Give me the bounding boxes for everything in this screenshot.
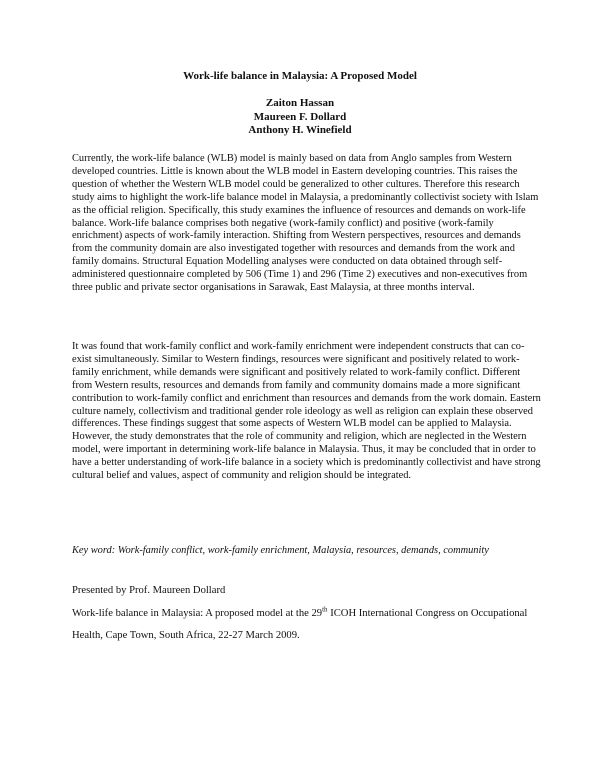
author-name: Maureen F. Dollard <box>253 110 347 123</box>
author-name: Anthony H. Winefield <box>248 124 352 136</box>
citation-text-rest: ICOH International Congress on Occupational Health, Cape Town, South Africa, 22-27 March 2009. <box>72 608 528 641</box>
conference-citation <box>72 603 552 647</box>
author-name: Zaiton Hassan <box>265 97 335 109</box>
abstract-paragraph-1: Currently, the work-life balance (WLB) model is mainly based on data from Anglo samples from Western developed countries. Little is known about the WLB model in Eastern developing countries. This raises the question of whether the Western WLB model could be generalized to other cultures. Therefore this research study aims to highlight the work-life balance model in Malaysia, a predominantly collectivist society with Islam as the official religion. Specifically, this study examines the influence of resources and demands on work-life balance. Work-life balance comprises both negative (work-family conflict) and positive (work-family enrichment) aspects of work-family interaction. Shifting from Western perspectives, resources and demands from the community domain are also investigated together with resources and demands from the work and family domains. Structural Equation Modelling analyses were conducted on data obtained through self-administered questionnaire completed by 506 (Time 1) and 296 (Time 2) executives and non-executives from three public and private sector organisations in Sarawak, East Malaysia, at three months interval. <box>72 153 539 294</box>
citation-text: Work-life balance in Malaysia: A proposed model at the 29 <box>72 608 323 619</box>
document-title: Work-life balance in Malaysia: A Proposed Model <box>183 70 417 82</box>
citation-ordinal-suffix: th <box>322 605 328 614</box>
keywords: Key word: Work-family conflict, work-family enrichment, Malaysia, resources, demands, community <box>72 545 489 556</box>
abstract-paragraph-2: It was found that work-family conflict and work-family enrichment were independent constructs that can co-exist simultaneously. Similar to Western findings, resources were significant and positively related to work-family enrichment, while demands were significant and positively related to work-family conflict. Different from Western results, resources and demands from family and community domains made a more significant contribution to work-family conflict and enrichment than resources and demands from the work domain. Eastern culture namely, collectivism and traditional gender role ideology as well as religion can explain these observed differences. These findings suggest that some aspects of Western WLB model can be applied to Malaysia. However, the study demonstrates that the role of community and religion, which are neglected in the Western model, were important in determining work-life balance in Malaysia. Thus, it may be concluded that in order to have a better understanding of work-life balance in a society which is predominantly collectivist and have strong cultural belief and values, aspect of community and religion should be integrated. <box>72 341 541 482</box>
author-list <box>0 97 600 138</box>
presented-by: Presented by Prof. Maureen Dollard <box>72 585 226 596</box>
